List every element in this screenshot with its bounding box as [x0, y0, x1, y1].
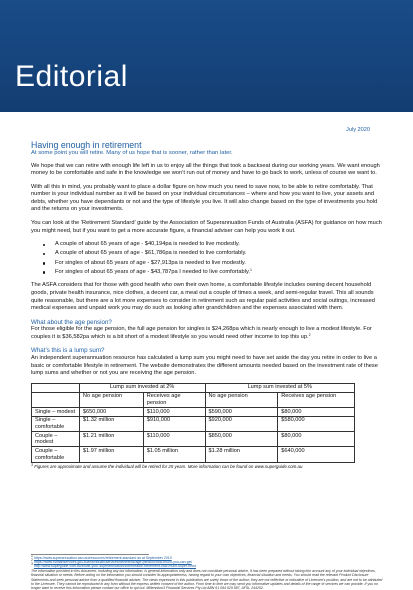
issue-date: July 2020 — [346, 127, 370, 133]
table-cell: $920,000 — [205, 416, 278, 431]
footer-divider — [31, 554, 149, 555]
heading-age-pension: What about the age pension? — [31, 318, 112, 326]
list-item: For singles of about 65 years of age - $27,913pa is needed to live modestly. — [41, 260, 383, 268]
table-row — [32, 432, 355, 447]
heading-lump-sum: What’s this is a lump sum? — [31, 347, 105, 355]
list-item: For singles of about 65 years of age - $43,787pa I needed to live comfortably.$^1$ — [41, 269, 383, 277]
table-row — [32, 407, 355, 416]
row-label: Single – modest — [32, 407, 80, 416]
table-cell: $1.21 million — [79, 432, 143, 447]
paragraph-dollar-figure: With all this in mind, you probably want to place a dollar figure on how much you need to save now, to be able to retire comfortably. That number is your individual number as it will be based on your individual circumstances – where and how you want to live, your assets and debts, whether you have dependants or not and the type of lifestyle you live. It will also change based on the type of investments you hold and the returns on your investments. — [31, 183, 378, 213]
table-cell: $1.97 million — [79, 447, 143, 462]
table-row — [32, 447, 355, 462]
table-cell: $590,000 — [205, 407, 278, 416]
source-link[interactable]: https://www.superannuation.asn.au/resources/retirement-standard as at September 2019 — [33, 556, 172, 560]
footnote-source: $^2$ https://www.humanservices.gov.au/individuals/services/centrelink/age-pension/how-much-you-can-get — [31, 558, 192, 565]
article-body — [31, 140, 383, 470]
lump-sum-table — [31, 383, 355, 463]
footer — [31, 554, 383, 590]
table-header-cell: Receives age pension — [143, 392, 205, 407]
table-cell: $850,000 — [205, 432, 278, 447]
group-header-5pct: Lump sum invested at 5% — [205, 383, 354, 392]
table-cell: $1.05 million — [143, 447, 205, 462]
table-header-cell: No age pension — [205, 392, 278, 407]
footnote-source: $^3$ http://www.superguide.com.au/boost-your-superannuation/comfortable-retirement-how-much-super-need — [31, 562, 196, 569]
table-corner-cell — [32, 383, 80, 392]
footnote-ref: 2 — [308, 332, 311, 337]
group-header-2pct: Lump sum invested at 2% — [79, 383, 205, 392]
paragraph-intro: We hope that we can retire with enough life left in us to enjoy all the things that took a backseat during our working years. We want enough money to be comfortable and safe in the knowledge we won’t run out of money and have to go back to work, unless of course we want to. — [31, 162, 380, 177]
source-link[interactable]: https://www.humanservices.gov.au/individuals/services/centrelink/age-pension/how-much-you-can-get — [33, 560, 192, 565]
list-item: A couple of about 65 years of age - $61,786pa is needed to live comfortably. — [41, 250, 383, 258]
article-subtitle: At some point you will retire. Many of us hope that is sooner, rather than later. — [31, 150, 233, 156]
source-link[interactable]: http://www.superguide.com.au/boost-your-superannuation/comfortable-retirement-how-much-super-need — [33, 564, 196, 569]
table-cell: $910,000 — [143, 416, 205, 431]
row-label: Couple – modest — [32, 432, 80, 447]
table-cell: $110,000 — [143, 407, 205, 416]
table-footnote: $^3$ Figures are approximate and assume the individual will be retired for 25 years. More information can be found on www.superguide.com.au — [31, 463, 303, 470]
footnote-ref: 1 — [249, 267, 252, 272]
table-header-cell: No age pension — [79, 392, 143, 407]
table-cell: $640,000 — [278, 447, 355, 462]
footnote-ref: 3 — [31, 463, 33, 468]
table-row — [32, 416, 355, 431]
list-item: A couple of about 65 years of age - $40,194pa is needed to live modestly. — [41, 241, 383, 249]
header-banner — [0, 0, 413, 112]
paragraph-comfortable-lifestyle: The ASFA considers that for those with good health who own their own home, a comfortable lifestyle includes owning decent household goods, private health insurance, nice clothes, a decent car, a meal out a couple of times a week, and semi-regular travel. This all sounds quite reasonable, but there are a lot more expenses to consider in retirement such as regular paid activities and social outings, increased medical expenses and unpaid work you may do such as looking after grandchildren and the expenses associated with them. — [31, 282, 375, 312]
banner-title: Editorial — [15, 60, 128, 93]
table-cell: $650,000 — [79, 407, 143, 416]
table-cell: $580,000 — [278, 416, 355, 431]
table-header-cell: Receives age pension — [278, 392, 355, 407]
paragraph-lump-sum: An independent superannuation resource has calculated a lump sum you might need to have set aside the day you retire in order to live a basic or comfortable lifestyle in retirement. The website demonstrates the different amounts needed based on the investment rate of these lump sums and whether or not you are receiving the age pension. — [31, 354, 378, 377]
paragraph-asfa: You can look at the ‘Retirement Standard’ guide by the Association of Superannuation Funds of Australia (ASFA) for guidance on how much you might need, but if you want to get a more accurate figure, a financial adviser can help you work it out. — [31, 220, 382, 234]
table-cell: $80,000 — [278, 407, 355, 416]
table-cell: $1.32 million — [79, 416, 143, 431]
footnote-source: $^1$ https://www.superannuation.asn.au/resources/retirement-standard as at September 2019 — [31, 554, 172, 560]
row-label: Couple – comfortable — [32, 447, 80, 462]
paragraph-age-pension: For those eligible for the age pension, the full age pension for singles is $24,268pa which is nearly enough to live a modest lifestyle. For couples it is $36,582pa which is a bit short of a modest lifestyle so you would need other income to top this up.$^2$ — [31, 326, 372, 340]
table-header-cell — [32, 392, 80, 407]
asfa-figures-list — [41, 241, 383, 276]
table-cell: $80,000 — [278, 432, 355, 447]
article-title: Having enough in retirement — [31, 140, 142, 150]
table-cell: $110,000 — [143, 432, 205, 447]
table-cell: $1.28 million — [205, 447, 278, 462]
row-label: Single – comfortable — [32, 416, 80, 431]
disclaimer: The information provided in this document, including any tax information, is general information only and does not constitute personal advice. It has been prepared without taking into account any of your individual objectives, financial situation or needs. Before acting on the information you should consider its appropriateness, having regard to your own objectives, financial situation and needs. You should read the relevant Product Disclosure Statements and seek personal advice from a qualified financial adviser. The views expressed in this publication are solely those of the author; they are not reflective or indicative of Licensee’s position, and are not to be attributed to the Licensee. They cannot be reproduced in any form without the express written consent of the author. From time to time we may send you informative updates and details of the range of services we can provide. If you no longer want to receive this information please contact our office to opt out. Millennium3 Financial Services Pty Ltd ABN 61 094 529 987, AFSL 244252. — [31, 569, 383, 590]
